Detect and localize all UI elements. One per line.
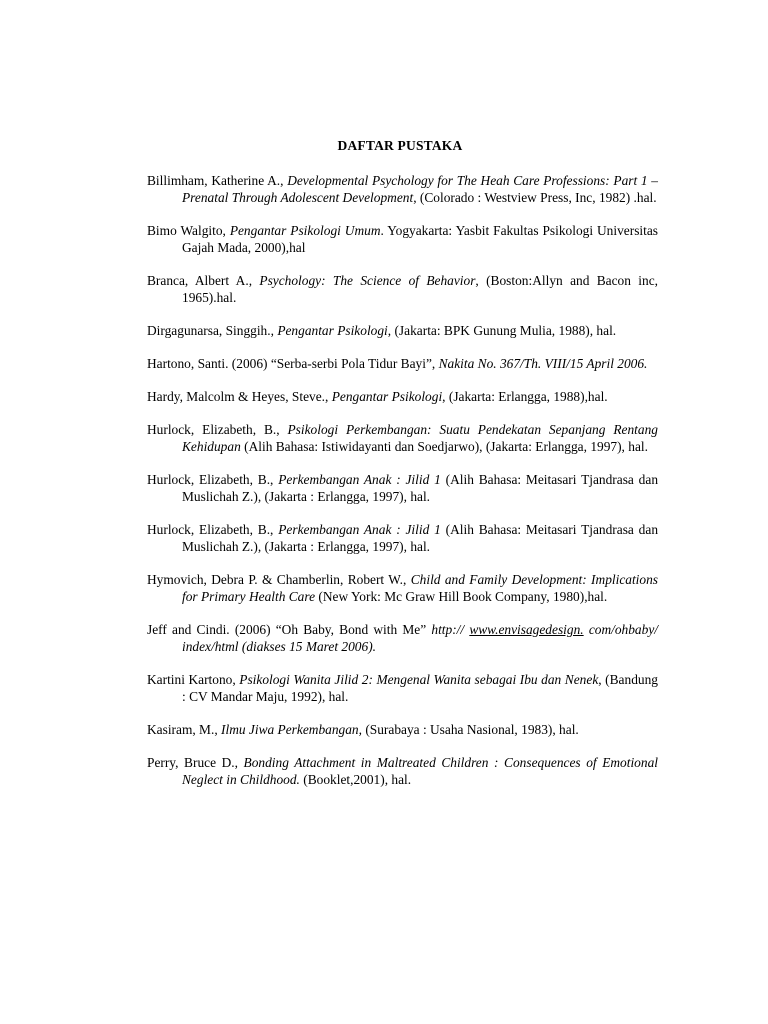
reference-author: Kasiram, M., [147,722,222,737]
reference-title: Psychology: The Science of Behavior [259,273,476,288]
reference-entry [147,521,658,555]
reference-title: Pengantar Psikologi [277,323,388,338]
reference-author: Hymovich, Debra P. & Chamberlin, Robert W., [147,572,411,587]
reference-author: Kartini Kartono, [147,672,240,687]
reference-link[interactable]: www.envisagedesign. [469,622,584,637]
reference-title: Pengantar Psikologi [331,389,443,404]
reference-title: Psikologi Perkembangan: Suatu Pendekatan Sepanjang Rentang Kehidupan [182,422,658,454]
reference-entry [147,222,658,256]
reference-publication: , (Jakarta: Erlangga, 1988),hal. [442,389,608,404]
reference-author: Hurlock, Elizabeth, B., [147,422,288,437]
reference-author: Jeff and Cindi. (2006) “Oh Baby, Bond with Me” [147,622,432,637]
reference-title: Nakita No. 367/Th. VIII/15 April 2006. [438,356,648,371]
reference-title: http:// [431,622,470,637]
page-title: DAFTAR PUSTAKA [337,138,463,153]
reference-publication: , (Colorado : Westview Press, Inc, 1982) .hal. [413,190,657,205]
reference-publication: , (Jakarta: BPK Gunung Mulia, 1988), hal. [387,323,617,338]
reference-author: Branca, Albert A., [147,273,260,288]
reference-title: Bonding Attachment in Maltreated Children : Consequences of Emotional Neglect in Childhood. [182,755,658,787]
reference-publication: (Booklet,2001), hal. [299,772,412,787]
reference-title: Psikologi Wanita Jilid 2: Mengenal Wanita sebagai Ibu dan Nenek [239,672,599,687]
reference-author: Hurlock, Elizabeth, B., [147,522,279,537]
reference-publication: (Alih Bahasa: Meitasari Tjandrasa dan Muslichah Z.), (Jakarta : Erlangga, 1997), hal. [182,472,659,504]
reference-entry [147,421,658,455]
reference-entry [147,355,658,372]
reference-publication: (Alih Bahasa: Meitasari Tjandrasa dan Muslichah Z.), (Jakarta : Erlangga, 1997), hal. [182,522,659,554]
reference-entry [147,671,658,705]
reference-author: Bimo Walgito, [147,223,230,238]
reference-title: Developmental Psychology for The Heah Care Professions: Part 1 – Prenatal Through Adolescent Development [182,173,659,205]
reference-publication: (Alih Bahasa: Istiwidayanti dan Soedjarwo), (Jakarta: Erlangga, 1997), hal. [240,439,648,454]
reference-entry [147,272,658,306]
reference-author: Billimham, Katherine A., [147,173,288,188]
reference-entry [147,172,658,206]
reference-publication: , (Boston:Allyn and Bacon inc, 1965).hal. [182,273,658,305]
reference-list [147,172,658,804]
reference-title: Perkembangan Anak : Jilid 1 [278,522,441,537]
reference-title: Child and Family Development: Implications for Primary Health Care [182,572,659,604]
reference-author: Hardy, Malcolm & Heyes, Steve., [147,389,332,404]
reference-author: Hartono, Santi. (2006) “Serba-serbi Pola Tidur Bayi”, [147,356,439,371]
reference-publication: . Yogyakarta: Yasbit Fakultas Psikologi Universitas Gajah Mada, 2000),hal [182,223,658,255]
reference-entry [147,754,658,788]
reference-entry [147,471,658,505]
reference-entry [147,388,658,405]
reference-entry [147,621,658,655]
reference-entry [147,721,658,738]
reference-author: Dirgagunarsa, Singgih., [147,323,278,338]
reference-author: Perry, Bruce D., [147,755,244,770]
reference-entry [147,322,658,339]
reference-publication: (Surabaya : Usaha Nasional, 1983), hal. [361,722,579,737]
reference-publication: , (Bandung : CV Mandar Maju, 1992), hal. [182,672,658,704]
reference-title: Perkembangan Anak : Jilid 1 [278,472,441,487]
reference-link-rest: com/ohbaby/ index/html (diakses 15 Maret 2006). [182,622,658,654]
reference-publication: (New York: Mc Graw Hill Book Company, 1980),hal. [315,589,608,604]
reference-title: Pengantar Psikologi Umum [229,223,381,238]
reference-author: Hurlock, Elizabeth, B., [147,472,279,487]
reference-entry [147,571,658,605]
reference-title: Ilmu Jiwa Perkembangan, [221,722,362,737]
